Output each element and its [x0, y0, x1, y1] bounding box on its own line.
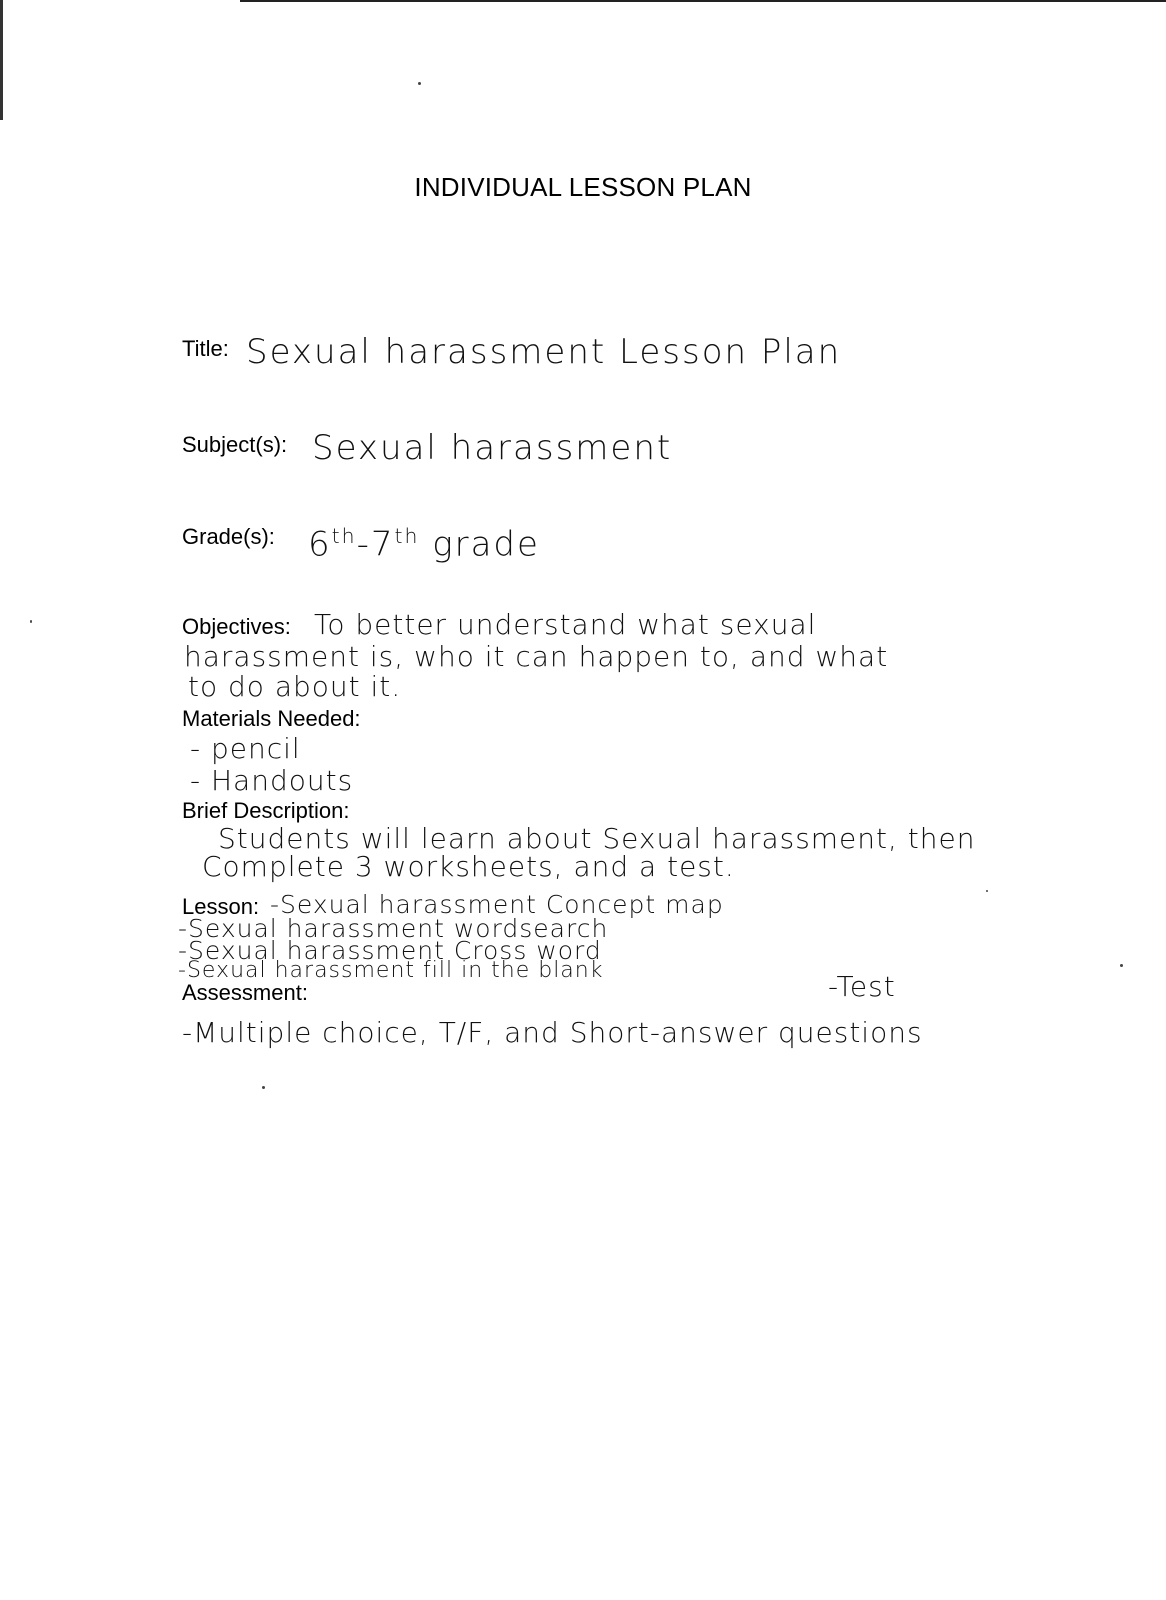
subjects-value: Sexual harassment [312, 428, 673, 468]
scan-edge-top [240, 0, 1166, 2]
materials-label: Materials Needed: [182, 706, 361, 731]
lesson-label: Lesson: [182, 894, 260, 919]
objectives-line-1: To better understand what sexual [314, 608, 817, 641]
objectives-label: Objectives: [182, 614, 291, 639]
scan-speck [986, 890, 988, 892]
document-heading: INDIVIDUAL LESSON PLAN [414, 172, 752, 202]
assessment-value: -Multiple choice, T/F, and Short-answer questions [182, 1016, 923, 1049]
lesson-line-3: -Sexual harassment Cross word [178, 936, 602, 965]
grades-label: Grade(s): [182, 524, 275, 549]
scan-speck [262, 1086, 265, 1089]
objectives-line-3: to do about it. [188, 670, 402, 703]
description-label: Brief Description: [182, 798, 350, 823]
lesson-line-1: -Sexual harassment Concept map [270, 890, 724, 919]
scan-speck [1120, 964, 1123, 967]
assessment-label: Assessment: [182, 980, 308, 1005]
title-label: Title: [182, 336, 229, 361]
description-line-1: Students will learn about Sexual harassment, then [218, 822, 976, 855]
scan-speck [418, 82, 421, 85]
materials-item-handouts: - Handouts [190, 764, 354, 797]
subjects-label: Subject(s): [182, 432, 288, 457]
scan-edge-left [0, 0, 3, 120]
scan-speck [30, 620, 32, 623]
materials-item-pencil: - pencil [190, 732, 301, 765]
lesson-line-2: -Sexual harassment wordsearch [178, 914, 609, 943]
grades-value: 6th-7th grade [308, 524, 540, 565]
lesson-line-4: -Sexual harassment fill in the blank [178, 958, 604, 983]
objectives-line-2: harassment is, who it can happen to, and what [184, 640, 889, 673]
description-line-2: Complete 3 worksheets, and a test. [202, 850, 735, 883]
title-value: Sexual harassment Lesson Plan [246, 332, 842, 372]
lesson-line-5: -Test [828, 970, 896, 1003]
